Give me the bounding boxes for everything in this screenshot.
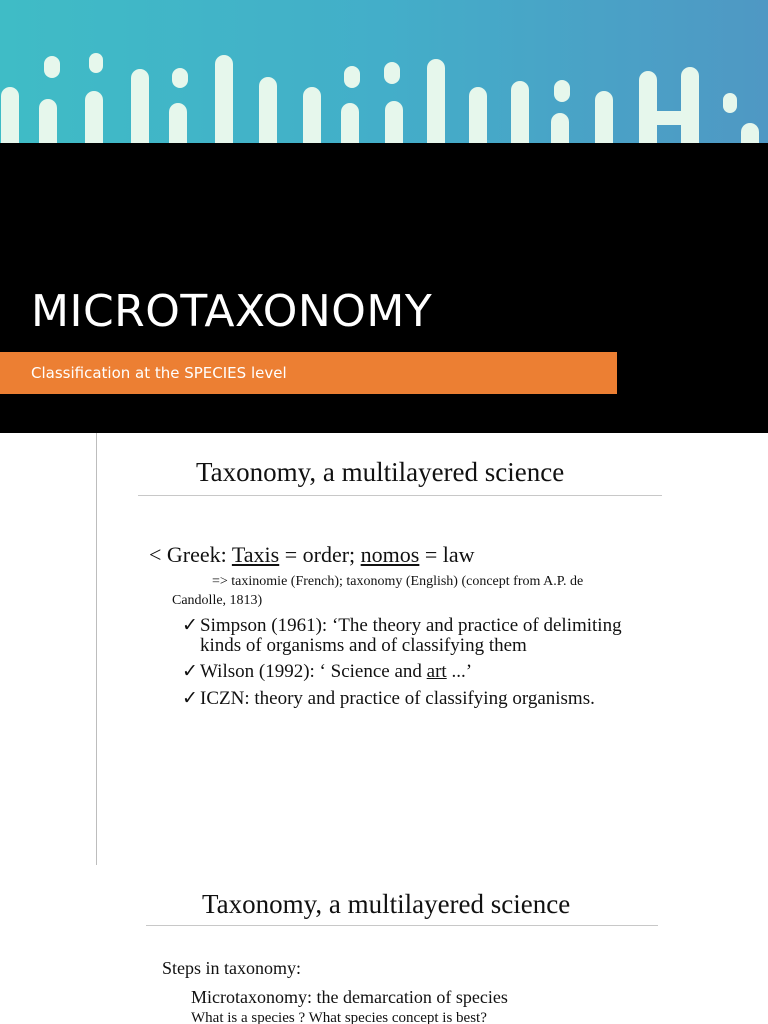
wilson-art: art <box>426 661 447 682</box>
checkmark-icon: ✓ <box>182 688 198 709</box>
bullet-iczn <box>182 689 595 709</box>
greek-suffix: = law <box>419 542 475 567</box>
content-slide-steps <box>0 865 768 1024</box>
greek-etymology-line <box>149 541 475 569</box>
wilson-prefix: Wilson (1992): ‘ Science and <box>200 661 427 682</box>
decorative-banner <box>0 0 768 143</box>
subtitle-bar <box>0 352 617 394</box>
left-divider <box>96 433 97 865</box>
heading-rule <box>138 495 662 496</box>
taxis-term: Taxis <box>231 542 280 567</box>
title-slide <box>0 0 768 433</box>
simpson-text: Simpson (1961): ‘The theory and practice of delimiting <box>200 615 622 636</box>
content-slide-definitions <box>0 433 768 865</box>
checkmark-icon: ✓ <box>182 615 198 636</box>
nomos-term: nomos <box>360 542 420 567</box>
checkmark-icon: ✓ <box>182 661 198 682</box>
slide-heading: Taxonomy, a multilayered science <box>196 457 565 487</box>
bullet-wilson <box>182 662 472 682</box>
slide-subtitle: Classification at the SPECIES level <box>31 364 287 382</box>
species-question: What is a species ? What species concept is best? <box>191 1010 487 1024</box>
steps-heading: Steps in taxonomy: <box>162 958 301 978</box>
dash-pattern-graphic <box>0 0 768 143</box>
heading-rule <box>146 925 658 926</box>
iczn-text: ICZN: theory and practice of classifying organisms. <box>200 688 595 709</box>
slide-title: MICROTAXONOMY <box>31 286 433 337</box>
greek-prefix: < Greek: <box>149 542 232 567</box>
greek-mid: = order; <box>279 542 361 567</box>
etymology-line-2: Candolle, 1813) <box>172 593 263 608</box>
bullet-simpson-continuation: kinds of organisms and of classifying them <box>200 635 527 656</box>
microtaxonomy-item: Microtaxonomy: the demarcation of species <box>191 987 508 1007</box>
wilson-suffix: ...’ <box>446 661 473 682</box>
etymology-line-1: => taxinomie (French); taxonomy (English) (concept from A.P. de <box>212 574 584 589</box>
bullet-simpson <box>182 616 622 636</box>
slide-heading: Taxonomy, a multilayered science <box>202 889 571 919</box>
